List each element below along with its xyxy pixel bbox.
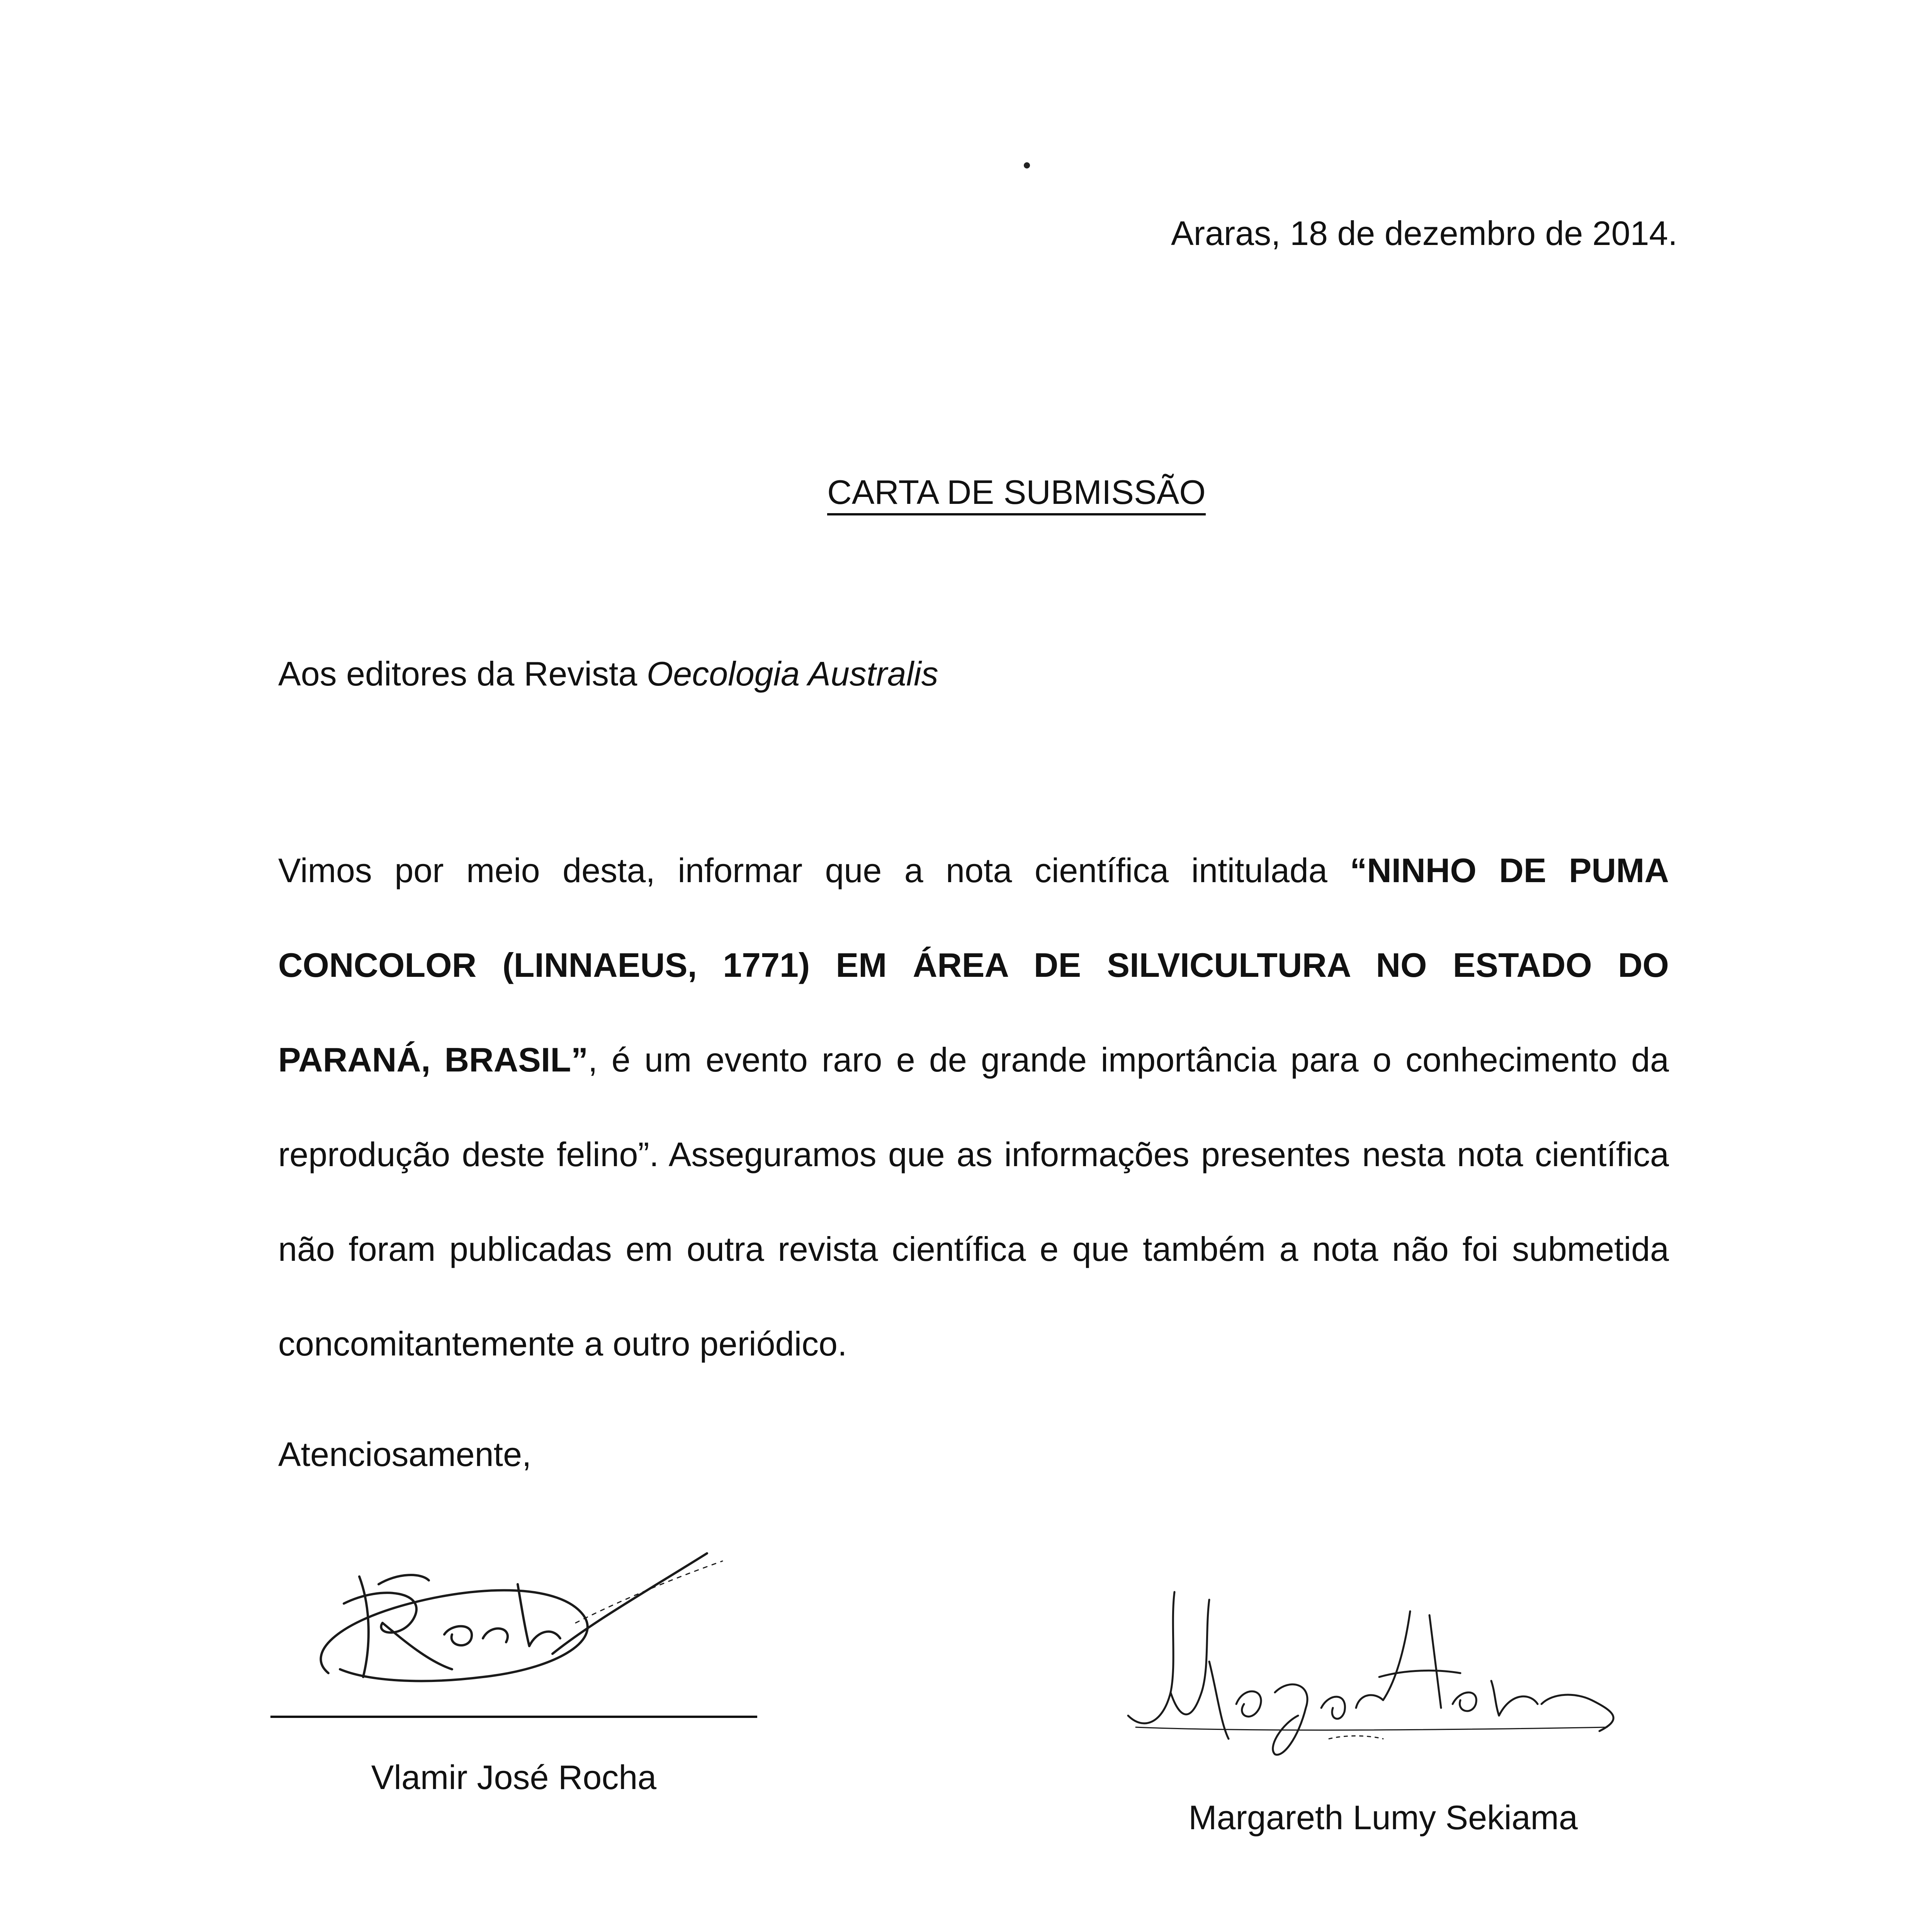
- signature-block-sekiama: [1113, 1577, 1654, 1835]
- signer-name-rocha: Vlamir José Rocha: [371, 1758, 657, 1796]
- letter-date: Araras, 18 de dezembro de 2014.: [1171, 214, 1677, 252]
- journal-name: Oecologia Australis: [646, 655, 938, 693]
- signature-line-rocha: [270, 1716, 757, 1718]
- scan-speck: [1024, 162, 1030, 168]
- body-rest: , é um evento raro e de grande importância para o conhecimento da reprodução deste felino”. Asseguramos que as informações presentes nesta nota científica não foram publicadas em outra revista científica e que também a nota não foi submetida concomitantemente a outro periódico.: [278, 1041, 1669, 1363]
- letter-body: [278, 823, 1669, 1391]
- body-intro: Vimos por meio desta, informar que a nota científica intitulada: [278, 851, 1350, 889]
- handwritten-signature-sekiama: [1113, 1577, 1654, 1762]
- handwritten-signature-rocha: [282, 1507, 746, 1716]
- letter-title: [0, 475, 1917, 515]
- letter-title-text: CARTA DE SUBMISSÃO: [827, 475, 1206, 515]
- letter-addressee: [278, 657, 938, 691]
- signature-block-rocha: [270, 1507, 757, 1794]
- article-title: “NINHO DE PUMA CONCOLOR (LINNAEUS, 1771) EM ÁREA DE SILVICULTURA NO ESTADO DO PARANÁ, BRASIL”: [278, 851, 1669, 1079]
- addressee-prefix: Aos editores da Revista: [278, 655, 647, 693]
- letter-closing: Atenciosamente,: [278, 1435, 532, 1473]
- signer-name-sekiama: Margareth Lumy Sekiama: [1188, 1798, 1578, 1837]
